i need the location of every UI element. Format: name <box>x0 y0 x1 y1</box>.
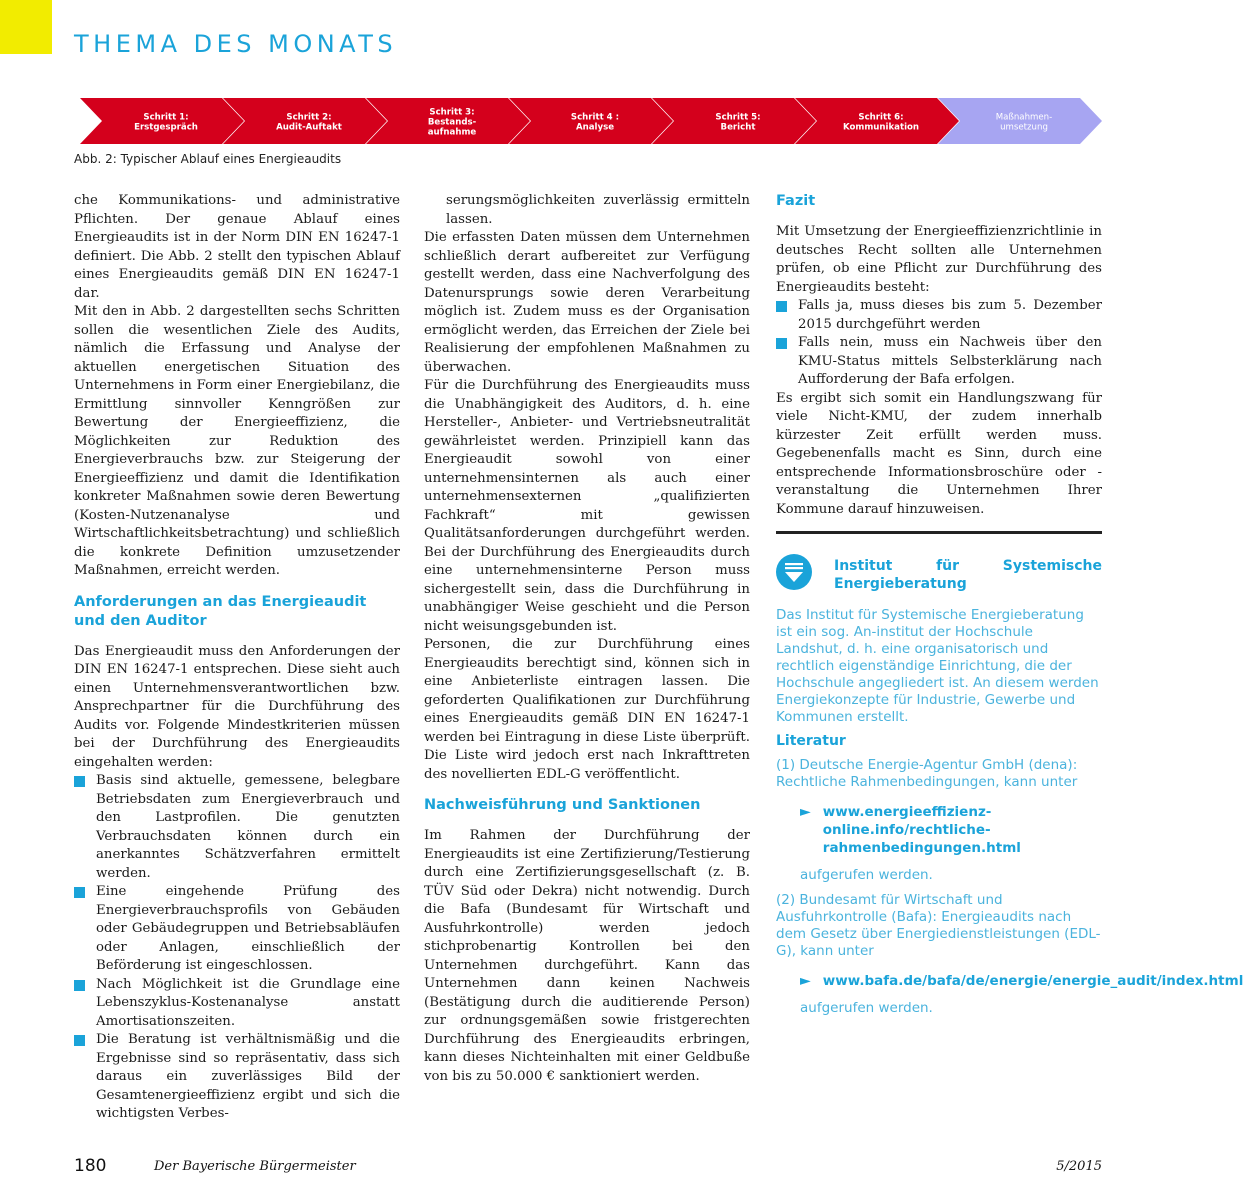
subheading: Fazit <box>776 193 816 209</box>
paragraph: Personen, die zur Durchführung eines Energieaudits berechtigt sind, können sich in eine Anbieterliste eintragen lassen. Die geforderten Qualifikationen zur Durchführung eines Energieaudits gemäß DIN EN 16247-1 werden bei Eintragung in diese Liste überprüft. Die Liste wird jedoch erst nach Inkrafttreten des novellierten EDL-G veröffentlicht. <box>424 637 750 782</box>
arrow-right-icon: ► <box>800 803 811 820</box>
paragraph: serungsmöglichkeiten zuverlässig ermitteln lassen. <box>446 193 750 227</box>
process-step-label: Bestands- <box>427 117 477 128</box>
info-box-body: Das Institut für Systemische Energieberatung ist ein sog. An-institut der Hochschule Landshut, d. h. eine organisatorisch und rechtlich eigenständige Einrichtung, die der Hochschule angegliedert ist. An diesem werden Energiekonzepte für Industrie, Gewerbe und Kommunen erstellt. <box>776 607 1099 725</box>
list-item: Falls ja, muss dieses bis zum 5. Dezember 2015 durchgeführt werden <box>776 297 1102 334</box>
literature-note: aufgerufen werden. <box>800 999 933 1016</box>
process-step-1 <box>80 98 244 144</box>
process-step-label: Erstgespräch <box>134 122 198 133</box>
subheading: Nachweisführung und Sanktionen <box>424 797 701 813</box>
process-step-6 <box>795 98 959 144</box>
subheading: Anforderungen an das Energieaudit und den Auditor <box>74 593 367 629</box>
conclusion-list <box>776 297 1102 390</box>
list-item: Nach Möglichkeit ist die Grundlage eine Lebenszyklus-Kostenanalyse anstatt Amortisationszeiten. <box>74 976 400 1032</box>
literature-link-row <box>800 803 1102 857</box>
process-step-label: Kommunikation <box>842 122 920 133</box>
process-step-2 <box>223 98 387 144</box>
column-2 <box>424 192 750 1086</box>
arrow-right-icon: ► <box>800 972 811 989</box>
criteria-list <box>74 772 400 1124</box>
page-footer <box>74 1156 1102 1180</box>
process-step-label: Schritt 6: <box>858 112 904 123</box>
process-step-3 <box>366 98 530 144</box>
literature-item: (2) Bundesamt für Wirtschaft und Ausfuhrkontrolle (Bafa): Energieaudits nach dem Gesetz über Energiedienstleistungen (EDL-G), kann unter <box>776 891 1101 959</box>
download-arrow-icon <box>776 554 812 590</box>
literature-heading: Literatur <box>776 733 846 749</box>
process-step-5 <box>652 98 816 144</box>
issue-number: 5/2015 <box>1056 1159 1102 1174</box>
list-item: Basis sind aktuelle, gemessene, belegbare Betriebsdaten zum Energieverbrauch und den Lastprofilen. Die genutzten Verbrauchsdaten können durch ein anerkanntes Schätzverfahren ermittelt werden. <box>74 772 400 883</box>
literature-note: aufgerufen werden. <box>800 866 933 883</box>
process-step-4 <box>509 98 673 144</box>
process-step-label: Schritt 1: <box>143 112 189 123</box>
process-step-label: Schritt 5: <box>715 112 761 123</box>
process-step-label: umsetzung <box>1000 122 1048 133</box>
paragraph: Mit Umsetzung der Energieeffizienzrichtlinie in deutsches Recht sollten alle Unternehmen prüfen, ob eine Pflicht zur Durchführung des Energieaudits besteht: <box>776 224 1102 295</box>
process-step-label: Schritt 3: <box>429 107 475 118</box>
list-item: Eine eingehende Prüfung des Energieverbrauchsprofils von Gebäuden oder Gebäudegruppen und Betriebsabläufen oder Anlagen, einschließlich der Beförderung ist eingeschlossen. <box>74 883 400 976</box>
paragraph: Es ergibt sich somit ein Handlungszwang für viele Nicht-KMU, der zudem innerhalb kürzester Zeit erfüllt werden muss. Gegebenenfalls macht es Sinn, durch eine entsprechende Informationsbroschüre oder -veranstaltung die Unternehmen Ihrer Kommune darauf hinzuweisen. <box>776 390 1102 517</box>
list-item: Die Beratung ist verhältnismäßig und die Ergebnisse sind so repräsentativ, dass sich daraus ein zuverlässiges Bild der Gesamtenergieeffizienz ergibt und sich die wichtigsten Verbes- <box>74 1031 400 1124</box>
divider <box>776 531 1102 534</box>
process-chevrons <box>80 98 1102 144</box>
info-box-header <box>776 554 1102 593</box>
paragraph: Mit den in Abb. 2 dargestellten sechs Schritten sollen die wesentlichen Ziele des Audits, nämlich die Erfassung und Analyse der aktuellen energetischen Situation des Unternehmens in Form einer Energiebilanz, die Ermittlung sinnvoller Kenngrößen zur Bewertung der Energieeffizienz, die Möglichkeiten zur Reduktion des Energieverbrauchs bzw. zur Steigerung der Energieeffizienz und damit die Identifikation konkreter Maßnahmen sowie deren Bewertung (Kosten-Nutzenanalyse und Wirtschaftlichkeitsbetrachtung) und schließlich die konkrete Definition umzusetzender Maßnahmen, erreicht werden. <box>74 304 400 578</box>
paragraph: Für die Durchführung des Energieaudits muss die Unabhängigkeit des Auditors, d. h. eine Hersteller-, Anbieter- und Vertriebsneutralität gewährleistet werden. Prinzipiell kann das Energieaudit sowohl von einer unternehmensinternen als auch einer unternehmensexternen „qualifizierten Fachkraft“ mit gewissen Qualitätsanforderungen durchgeführt werden. Bei der Durchführung des Energieaudits durch eine unternehmensinterne Person muss sichergestellt sein, dass die Durchführung in unabhängiger Weise geschieht und die Person nicht weisungsgebunden ist. <box>424 378 750 634</box>
yellow-corner-tab <box>0 0 52 54</box>
process-step-label: Schritt 4 : <box>570 112 620 123</box>
figure-caption: Abb. 2: Typischer Ablauf eines Energieaudits <box>74 152 342 166</box>
process-diagram <box>80 98 1102 144</box>
paragraph: Im Rahmen der Durchführung der Energieaudits ist eine Zertifizierung/Testierung durch eine Zertifizierungsgesellschaft (z. B. TÜV Süd oder Dekra) nicht notwendig. Durch die Bafa (Bundesamt für Wirtschaft und Ausfuhrkontrolle) werden jedoch stichprobenartig Kontrollen bei den Unternehmen durchgeführt. Kann das Unternehmen dann keinen Nachweis (Bestätigung durch die auditierende Person) zur ordnungsgemäßen sowie fristgerechten Durchführung des Energieaudits erbringen, kann dieses Nichteinhalten mit einer Geldbuße von bis zu 50.000 € sanktioniert werden. <box>424 828 750 1084</box>
literature-link-row <box>800 972 1243 990</box>
paragraph: Das Energieaudit muss den Anforderungen der DIN EN 16247-1 entsprechen. Diese sieht auch einen Unternehmensverantwortlichen bzw. Ansprechpartner für die Durchführung des Audits vor. Folgende Mindestkriterien müssen bei der Durchführung des Energieaudits eingehalten werden: <box>74 643 400 770</box>
process-step-7 <box>938 98 1102 144</box>
process-step-label: Maßnahmen- <box>995 112 1053 123</box>
page-number: 180 <box>74 1156 107 1176</box>
process-step-label: Audit-Auftakt <box>276 122 342 133</box>
process-step-label: Schritt 2: <box>286 112 332 123</box>
paragraph: che Kommunikations- und administrative Pflichten. Der genaue Ablauf eines Energieaudits ist in der Norm DIN EN 16247-1 definiert. Die Abb. 2 stellt den typischen Ablauf eines Energieaudits gemäß DIN EN 16247-1 dar. <box>74 193 400 301</box>
section-title: THEMA DES MONATS <box>74 30 398 58</box>
info-box-title: Institut für Systemische Energieberatung <box>834 558 1102 592</box>
column-1 <box>74 192 400 1124</box>
process-step-label: aufnahme <box>427 127 477 138</box>
literature-link[interactable]: www.bafa.de/bafa/de/energie/energie_audit/index.html <box>822 972 1243 989</box>
paragraph: Die erfassten Daten müssen dem Unternehmen schließlich derart aufbereitet zur Verfügung gestellt werden, dass eine Nachverfolgung des Datenursprungs sowie deren Verarbeitung möglich ist. Zudem muss es der Organisation ermöglicht werden, das Erreichen der Ziele bei Realisierung der empfohlenen Maßnahmen zu überwachen. <box>424 230 750 375</box>
process-step-label: Bericht <box>720 122 756 133</box>
magazine-name: Der Bayerische Bürgermeister <box>154 1159 356 1174</box>
literature-item: (1) Deutsche Energie-Agentur GmbH (dena): Rechtliche Rahmenbedingungen, kann unter <box>776 756 1078 790</box>
column-3 <box>776 192 1243 1025</box>
process-step-label: Analyse <box>575 122 615 133</box>
literature-link[interactable]: www.energieeffizienz-online.info/rechtliche-rahmenbedingungen.html <box>822 803 1021 856</box>
list-item: Falls nein, muss ein Nachweis über den KMU-Status mittels Selbsterklärung nach Aufforderung der Bafa erfolgen. <box>776 334 1102 390</box>
